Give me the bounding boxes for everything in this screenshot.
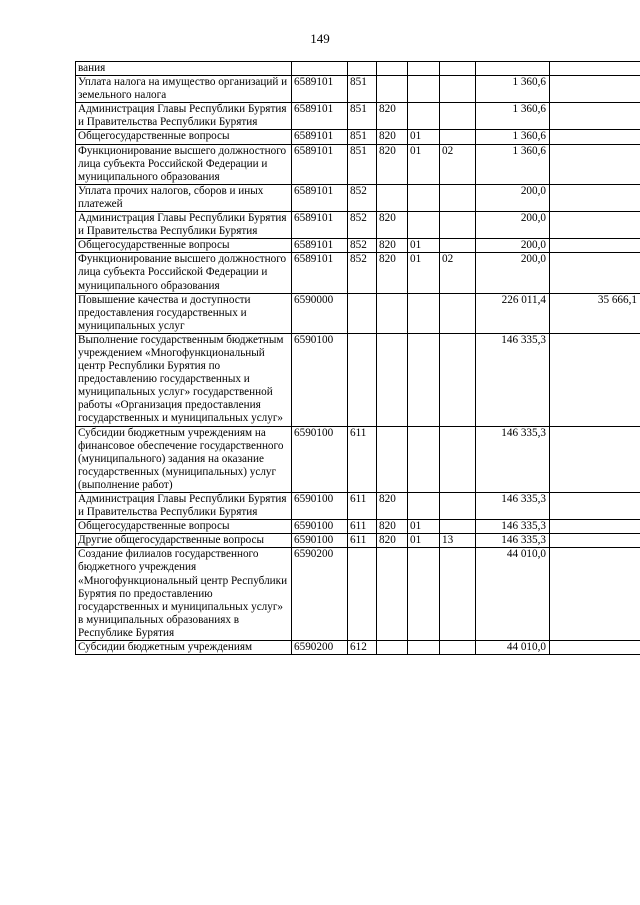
cell-pr [440,520,476,534]
cell-gr [377,333,408,426]
cell-csr: 6589101 [292,130,348,144]
cell-gr [377,426,408,492]
table-row [76,76,640,103]
cell-sum2 [550,534,640,548]
cell-csr: 6589101 [292,184,348,211]
page-number: 149 [310,31,330,46]
cell-vr [348,333,377,426]
cell-sum2 [550,103,640,130]
cell-csr: 6590000 [292,293,348,333]
cell-sum: 200,0 [476,253,550,293]
cell-sum: 200,0 [476,212,550,239]
cell-rz [408,426,440,492]
cell-pr: 13 [440,534,476,548]
cell-gr: 820 [377,103,408,130]
cell-sum2 [550,239,640,253]
cell-gr [377,293,408,333]
cell-vr: 851 [348,103,377,130]
cell-name: Администрация Главы Республики Бурятия и Правительства Республики Бурятия [76,103,292,130]
table-row [76,144,640,184]
table-row [76,293,640,333]
cell-csr: 6590200 [292,548,348,641]
cell-gr: 820 [377,144,408,184]
cell-vr [348,548,377,641]
cell-vr: 611 [348,426,377,492]
cell-rz [408,493,440,520]
table-row [76,426,640,492]
cell-sum2 [550,641,640,655]
cell-name: Повышение качества и доступности предоставления государственных и муниципальных услуг [76,293,292,333]
cell-sum2 [550,426,640,492]
cell-pr [440,493,476,520]
cell-rz [408,293,440,333]
cell-rz [408,548,440,641]
cell-sum2 [550,144,640,184]
cell-pr [440,184,476,211]
cell-pr [440,641,476,655]
cell-csr: 6589101 [292,253,348,293]
cell-sum: 146 335,3 [476,333,550,426]
table-row [76,548,640,641]
cell-rz [408,212,440,239]
cell-vr: 851 [348,76,377,103]
cell-sum2 [550,520,640,534]
cell-name: Уплата налога на имущество организаций и земельного налога [76,76,292,103]
cell-vr: 852 [348,184,377,211]
cell-vr [348,62,377,76]
cell-pr [440,548,476,641]
cell-sum: 200,0 [476,184,550,211]
cell-gr: 820 [377,253,408,293]
cell-pr [440,239,476,253]
cell-csr: 6589101 [292,212,348,239]
cell-csr: 6590200 [292,641,348,655]
cell-gr [377,641,408,655]
table-row [76,253,640,293]
cell-pr [440,293,476,333]
cell-sum2 [550,493,640,520]
cell-sum: 1 360,6 [476,76,550,103]
cell-gr [377,548,408,641]
table-row [76,184,640,211]
cell-name: Администрация Главы Республики Бурятия и Правительства Республики Бурятия [76,493,292,520]
cell-csr: 6589101 [292,76,348,103]
table-row [76,239,640,253]
cell-pr [440,103,476,130]
cell-gr: 820 [377,493,408,520]
cell-name: Субсидии бюджетным учреждениям [76,641,292,655]
cell-csr: 6590100 [292,520,348,534]
cell-rz: 01 [408,130,440,144]
table-row [76,520,640,534]
cell-rz [408,62,440,76]
cell-rz: 01 [408,144,440,184]
cell-name: Администрация Главы Республики Бурятия и Правительства Республики Бурятия [76,212,292,239]
cell-sum2 [550,548,640,641]
cell-csr: 6590100 [292,333,348,426]
cell-csr: 6589101 [292,103,348,130]
cell-sum2 [550,212,640,239]
cell-csr: 6589101 [292,144,348,184]
cell-gr [377,184,408,211]
table-row [76,62,640,76]
cell-name: Другие общегосударственные вопросы [76,534,292,548]
cell-pr: 02 [440,144,476,184]
cell-sum: 1 360,6 [476,103,550,130]
cell-vr [348,293,377,333]
table-row [76,130,640,144]
cell-name: Общегосударственные вопросы [76,239,292,253]
cell-vr: 612 [348,641,377,655]
cell-sum: 146 335,3 [476,426,550,492]
cell-vr: 852 [348,253,377,293]
cell-rz [408,333,440,426]
cell-sum: 1 360,6 [476,130,550,144]
cell-vr: 851 [348,130,377,144]
cell-pr [440,333,476,426]
cell-name: Создание филиалов государственного бюджетного учреждения «Многофункциональный центр Республики Бурятия по предоставлению государственных и муниципальных услуг» в муниципальных образованиях в Республике Бурятия [76,548,292,641]
cell-name: Функционирование высшего должностного лица субъекта Российской Федерации и муниципального образования [76,253,292,293]
cell-gr: 820 [377,534,408,548]
cell-sum: 146 335,3 [476,520,550,534]
cell-pr [440,76,476,103]
cell-sum: 146 335,3 [476,534,550,548]
cell-name: Общегосударственные вопросы [76,130,292,144]
cell-gr: 820 [377,130,408,144]
cell-rz: 01 [408,534,440,548]
table-row [76,493,640,520]
cell-pr [440,426,476,492]
cell-pr [440,130,476,144]
cell-vr: 851 [348,144,377,184]
cell-rz: 01 [408,239,440,253]
cell-csr: 6590100 [292,426,348,492]
cell-sum2 [550,333,640,426]
cell-name: Функционирование высшего должностного лица субъекта Российской Федерации и муниципального образования [76,144,292,184]
cell-sum: 200,0 [476,239,550,253]
cell-name: Выполнение государственным бюджетным учреждением «Многофункциональный центр Республики Бурятия по предоставлению государственных и муниципальных услуг» государственной работы «Организация предоставления государственных и муниципальных услуг» [76,333,292,426]
cell-name: Субсидии бюджетным учреждениям на финансовое обеспечение государственного (муниципального) задания на оказание государственных (муниципальных) услуг (выполнение работ) [76,426,292,492]
cell-name: Общегосударственные вопросы [76,520,292,534]
cell-sum: 1 360,6 [476,144,550,184]
cell-vr: 611 [348,493,377,520]
cell-sum: 146 335,3 [476,493,550,520]
cell-rz [408,103,440,130]
table-row [76,534,640,548]
cell-sum2 [550,184,640,211]
cell-name: вания [76,62,292,76]
cell-rz [408,641,440,655]
cell-vr: 611 [348,534,377,548]
cell-csr: 6590100 [292,534,348,548]
cell-sum2 [550,62,640,76]
cell-gr [377,76,408,103]
cell-vr: 852 [348,212,377,239]
cell-sum2 [550,76,640,103]
cell-csr: 6589101 [292,239,348,253]
table-body [76,62,640,655]
cell-pr [440,62,476,76]
cell-rz: 01 [408,253,440,293]
cell-sum2: 35 666,1 [550,293,640,333]
cell-name: Уплата прочих налогов, сборов и иных платежей [76,184,292,211]
table-row [76,212,640,239]
cell-gr: 820 [377,239,408,253]
cell-rz [408,76,440,103]
cell-csr: 6590100 [292,493,348,520]
cell-pr [440,212,476,239]
cell-vr: 852 [348,239,377,253]
cell-vr: 611 [348,520,377,534]
cell-csr [292,62,348,76]
cell-pr: 02 [440,253,476,293]
cell-gr: 820 [377,520,408,534]
budget-table [75,61,640,655]
cell-sum: 44 010,0 [476,641,550,655]
cell-sum2 [550,253,640,293]
cell-rz [408,184,440,211]
cell-gr: 820 [377,212,408,239]
cell-rz: 01 [408,520,440,534]
table-row [76,333,640,426]
cell-sum: 44 010,0 [476,548,550,641]
cell-sum2 [550,130,640,144]
cell-sum: 226 011,4 [476,293,550,333]
cell-gr [377,62,408,76]
table-row [76,103,640,130]
cell-sum [476,62,550,76]
table-row [76,641,640,655]
